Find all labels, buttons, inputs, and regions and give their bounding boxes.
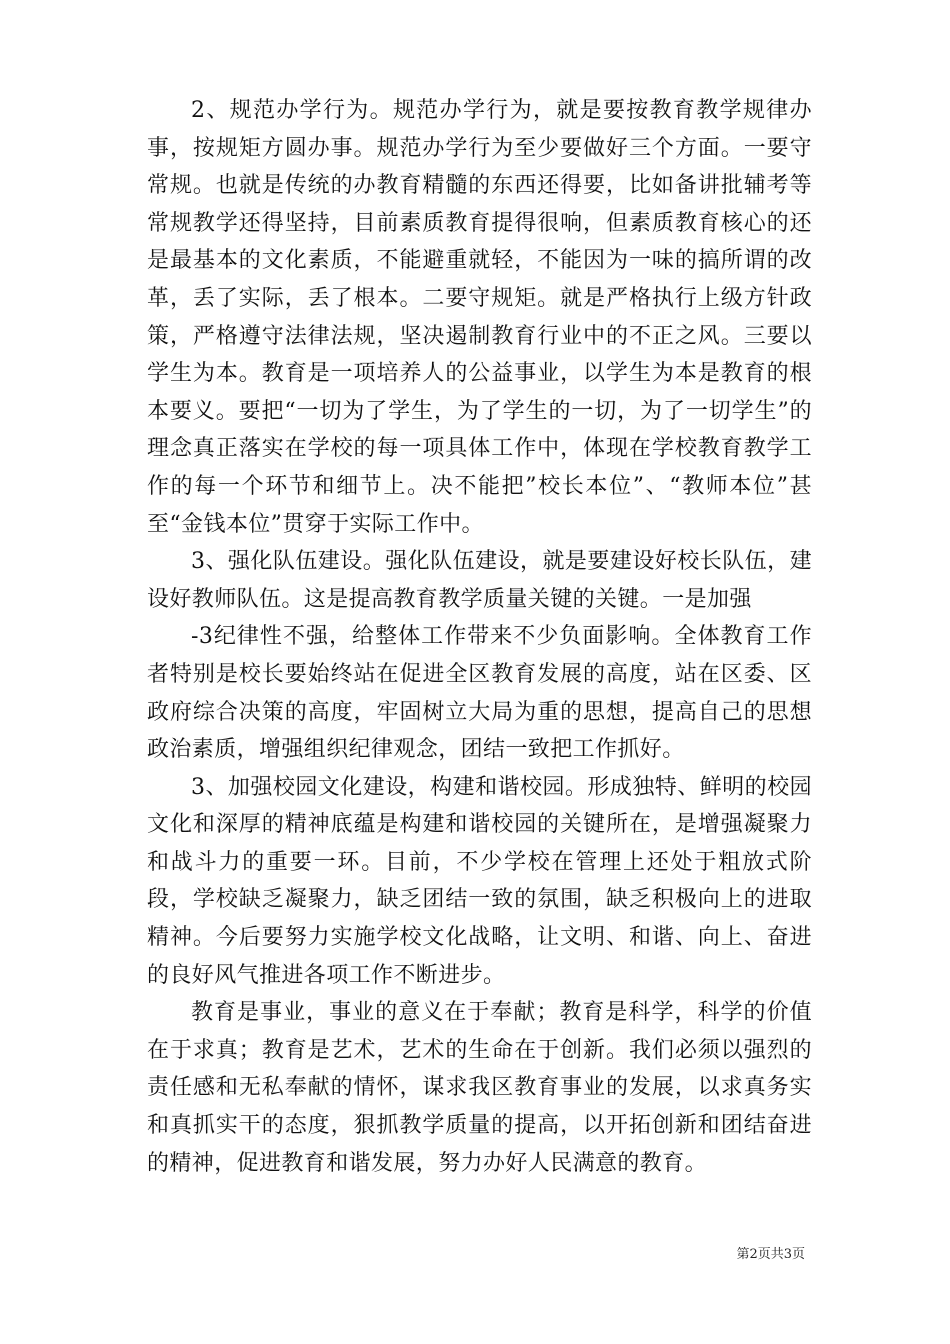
- paragraph-conclusion: 教育是事业，事业的意义在于奉献；教育是科学，科学的价值在于求真；教育是艺术，艺术的生命在于创新。我们必须以强烈的责任感和无私奉献的情怀，谋求我区教育事业的发展，以求真务实和真抓实干的态度，狠抓教学质量的提高，以开拓创新和团结奋进的精神，促进教育和谐发展，努力办好人民满意的教育。: [147, 1000, 812, 1176]
- paragraph-discipline-fragment: -3纪律性不强，给整体工作带来不少负面影响。全体教育工作者特别是校长要始终站在促进全区教育发展的高度，站在区委、区政府综合决策的高度，牢固树立大局为重的思想，提高自己的思想政治素质，增强组织纪律观念，团结一致把工作抓好。: [147, 624, 812, 763]
- paragraph-campus-culture: 3、加强校园文化建设，构建和谐校园。形成独特、鲜明的校园文化和深厚的精神底蕴是构建和谐校园的关键所在，是增强凝聚力和战斗力的重要一环。目前，不少学校在管理上还处于粗放式阶段，学校缺乏凝聚力，缺乏团结一致的氛围，缺乏积极向上的进取精神。今后要努力实施学校文化战略，让文明、和谐、向上、奋进的良好风气推进各项工作不断进步。: [147, 774, 812, 988]
- page-number: 第2页共3页: [736, 1247, 805, 1262]
- paragraph-regulate-school-conduct: 2、规范办学行为。规范办学行为，就是要按教育教学规律办事，按规矩方圆办事。规范办学行为至少要做好三个方面。一要守常规。也就是传统的办教育精髓的东西还得要，比如备讲批辅考等常规教学还得坚持，目前素质教育提得很响，但素质教育核心的还是最基本的文化素质，不能避重就轻，不能因为一味的搞所谓的改革，丢了实际，丢了根本。二要守规矩。就是严格执行上级方针政策，严格遵守法律法规，坚决遏制教育行业中的不正之风。三要以学生为本。教育是一项培养人的公益事业，以学生为本是教育的根本要义。要把“一切为了学生，为了学生的一切，为了一切学生”的理念真正落实在学校的每一项具体工作中，体现在学校教育教学工作的每一个环节和细节上。决不能把”校长本位”、“教师本位”甚至“金钱本位”贯穿于实际工作中。: [147, 98, 812, 537]
- paragraph-team-building: 3、强化队伍建设。强化队伍建设，就是要建设好校长队伍，建设好教师队伍。这是提高教育教学质量关键的关键。一是加强: [147, 549, 812, 612]
- document-body: [147, 92, 812, 1182]
